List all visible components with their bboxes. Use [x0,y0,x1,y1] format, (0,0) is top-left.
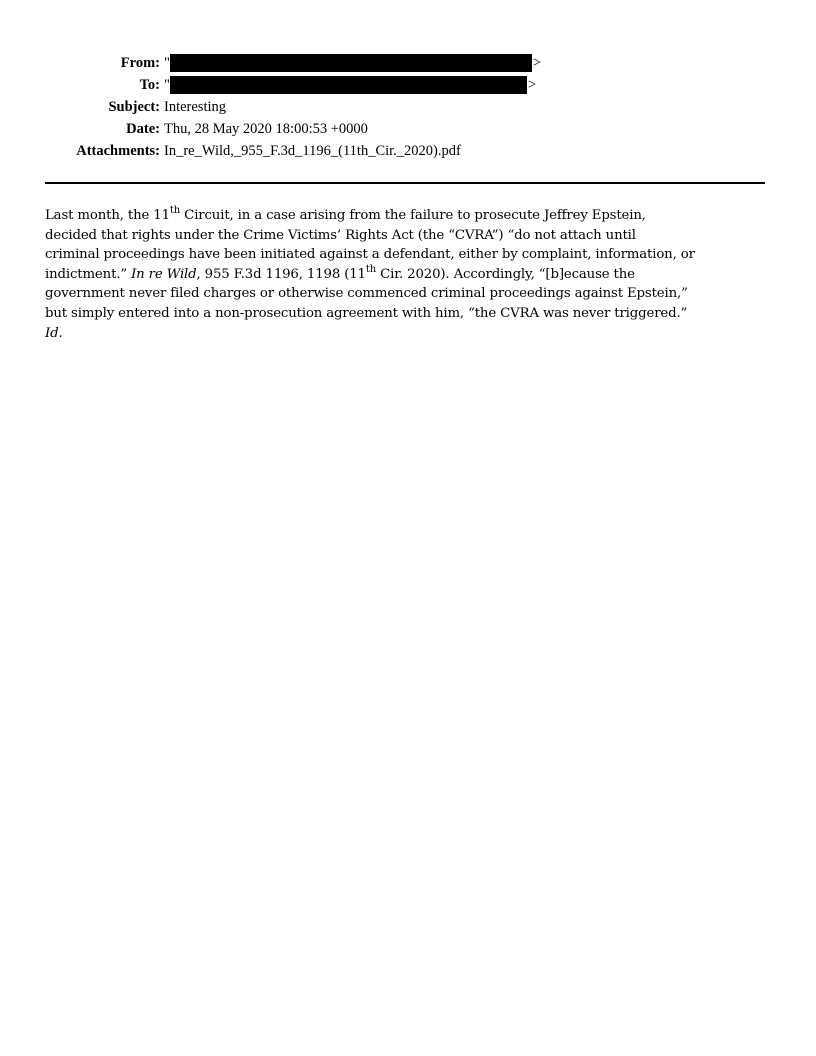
body-line-4 [45,265,775,285]
body-line-1 [45,206,775,226]
case-citation-italic: In re Wild [131,266,197,282]
attachments-row [0,140,816,162]
from-label: From: [120,55,160,71]
email-header [0,52,816,162]
body-line-4-b: , 955 F.3d 1196, 1198 (11 [196,266,366,282]
from-value [164,53,541,73]
to-value [164,75,536,95]
id-citation-italic: Id. [45,325,63,341]
attachment-filename[interactable]: In_re_Wild,_955_F.3d_1196_(11th_Cir._2020).pdf [164,143,461,159]
body-line-4-c: Cir. 2020). Accordingly, “[b]ecause the [376,266,635,282]
body-line-3: criminal proceedings have been initiated against a defendant, either by complaint, information, or [45,247,695,263]
body-line-2: decided that rights under the Crime Victims’ Rights Act (the “CVRA”) “do not attach until [45,227,636,243]
date-row [0,118,816,140]
subject-value: Interesting [164,99,227,115]
to-value-suffix: > [527,77,537,93]
body-line-4-a: indictment.” [45,266,132,282]
body-line-7 [45,324,775,344]
from-value-suffix: > [532,55,542,71]
body-line-1-a: Last month, the 11 [45,208,170,223]
header-divider [45,182,765,184]
body-line-5: government never filed charges or otherwise commenced criminal proceedings against Epstein,” [45,286,688,302]
to-value-prefix: " [164,77,170,93]
body-line-4-sup: th [365,263,377,275]
subject-label: Subject: [108,99,160,115]
body-line-1-sup: th [169,205,181,216]
attachments-label: Attachments: [76,143,160,159]
email-body [45,206,775,343]
body-line-1-b: Circuit, in a case arising from the failure to prosecute Jeffrey Epstein, [180,208,646,223]
to-row [0,74,816,96]
subject-row [0,96,816,118]
body-line-6: but simply entered into a non-prosecution agreement with him, “the CVRA was never triggered.” [45,305,688,321]
from-row [0,52,816,74]
from-value-prefix: " [164,55,170,71]
to-redaction-bar [170,76,527,94]
date-value: Thu, 28 May 2020 18:00:53 +0000 [164,121,368,137]
date-label: Date: [126,121,160,137]
from-redaction-bar [170,54,532,72]
to-label: To: [139,77,160,93]
